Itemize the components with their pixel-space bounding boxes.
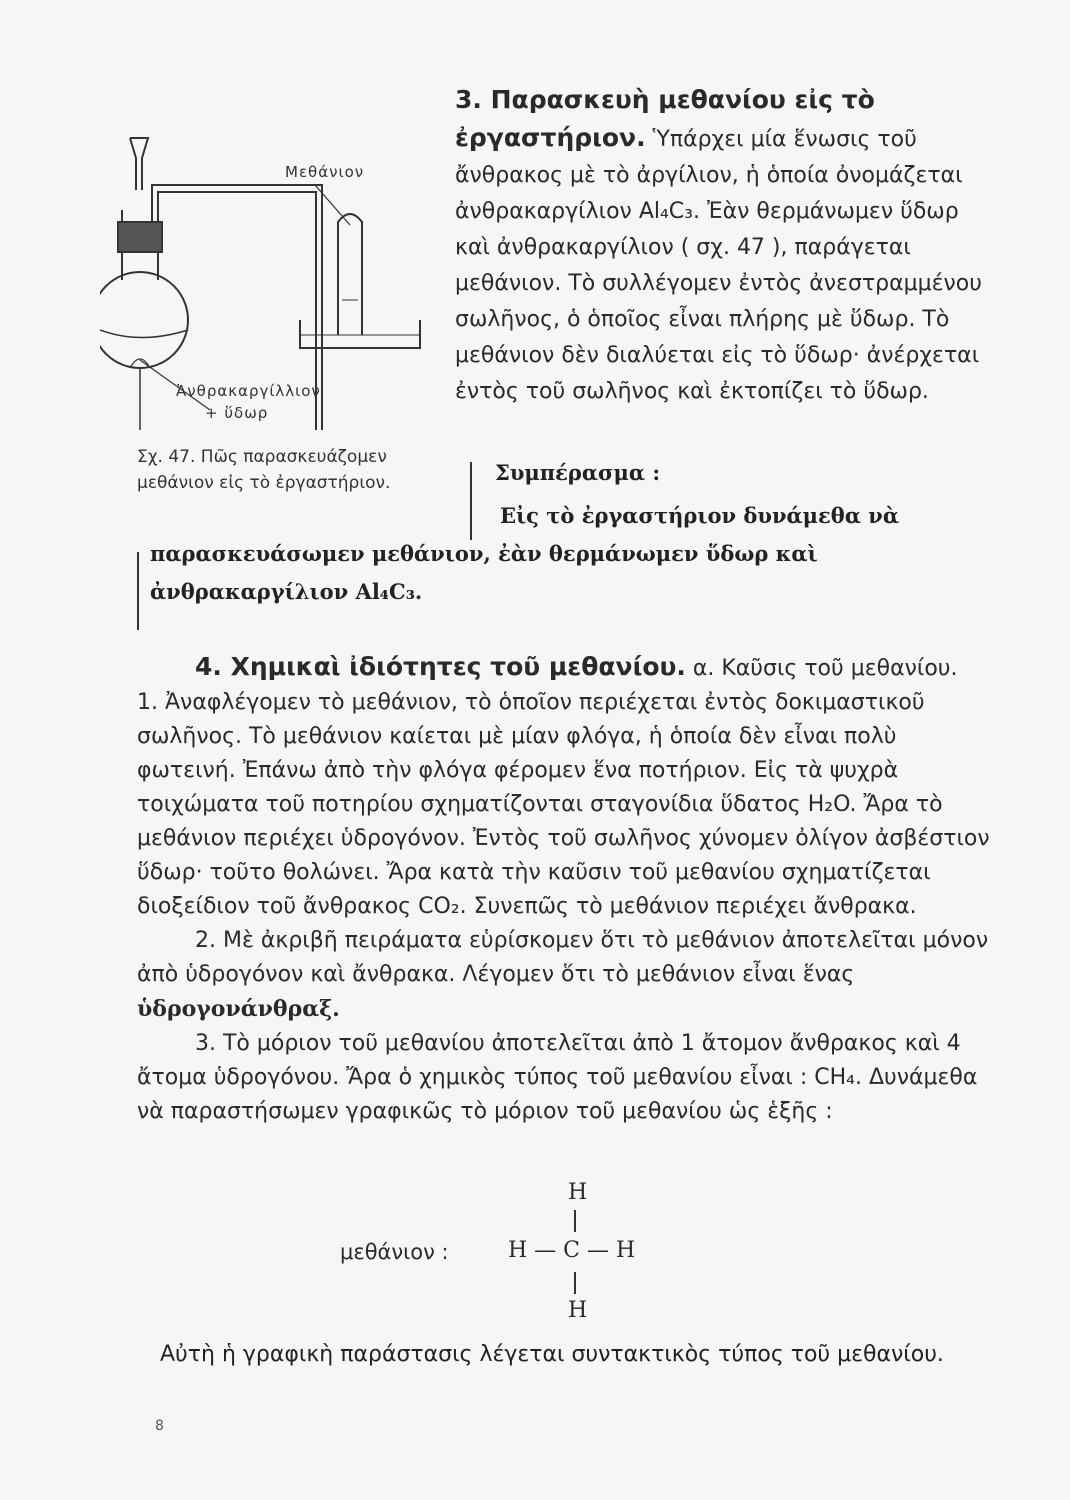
closing-sentence: Αὐτὴ ἡ γραφικὴ παράστασις λέγεται συντακτικὸς τύπος τοῦ μεθανίου. bbox=[160, 1342, 944, 1367]
structural-formula bbox=[340, 1180, 740, 1330]
formula-label: μεθάνιον : bbox=[340, 1240, 449, 1264]
bond-top bbox=[574, 1210, 576, 1232]
apparatus-figure bbox=[100, 130, 440, 430]
page-number: 8 bbox=[155, 1418, 164, 1434]
conclusion-title: Συμπέρασμα : bbox=[495, 460, 661, 485]
conclusion-text: Εἰς τὸ ἐργαστήριον δυνάμεθα νὰ παρασκευάσωμεν μεθάνιον, ἐὰν θερμάνωμεν ὕδωρ καὶ ἀνθρακαργίλιον Al₄C₃. bbox=[150, 503, 900, 604]
figure-caption: Σχ. 47. Πῶς παρασκευάζομεν μεθάνιον εἰς τὸ ἐργαστήριον. bbox=[137, 447, 391, 493]
section-3-text-b: . Ἐὰν θερμάνωμεν ὕδωρ καὶ ἀνθρακαργίλιον ( σχ. 47 ), παράγεται μεθάνιον. Τὸ συλλέγομεν ἐντὸς ἀνεστραμμένου σωλῆνος, ὁ ὁποῖος εἶναι πλήρης μὲ ὕδωρ. Τὸ μεθάνιον δὲν διαλύεται εἰς τὸ ὕδωρ· ἀνέρχεται ἐντὸς τοῦ σωλῆνος καὶ ἐκτοπίζει τὸ ὕδωρ. bbox=[455, 199, 982, 404]
section-4 bbox=[137, 650, 997, 1129]
conclusion-bar-bottom bbox=[137, 552, 139, 630]
formula-h-top: H bbox=[568, 1180, 588, 1205]
section-4-heading: 4. Χημικαὶ ἰδιότητες τοῦ μεθανίου. bbox=[195, 652, 686, 681]
paragraph-1: 1. Ἀναφλέγομεν τὸ μεθάνιον, τὸ ὁποῖον περιέχεται ἐντὸς δοκιμαστικοῦ σωλῆνος. Τὸ μεθάνιον καίεται μὲ μίαν φλόγα, ἡ ὁποία δὲν εἶναι πολὺ φωτεινή. Ἐπάνω ἀπὸ τὴν φλόγα φέρομεν ἕνα ποτήριον. Εἰς τὰ ψυχρὰ τοιχώματα τοῦ ποτηρίου σχηματίζονται σταγονίδια ὕδατος H₂O. Ἄρα τὸ μεθάνιον περιέχει ὑδρογόνον. Ἐντὸς τοῦ σωλῆνος χύνομεν ὀλίγον ἀσβέστιον ὕδωρ· τοῦτο θολώνει. Ἄρα κατὰ τὴν καῦσιν τοῦ μεθανίου σχηματίζεται διοξείδιον τοῦ ἄνθρακος CO₂. Συνεπῶς τὸ μεθάνιον περιέχει ἄνθρακα. bbox=[137, 690, 990, 919]
label-methane: Μεθάνιον bbox=[285, 163, 365, 181]
paragraph-2: 2. Μὲ ἀκριβῆ πειράματα εὑρίσκομεν ὅτι τὸ μεθάνιον ἀποτελεῖται μόνον ἀπὸ ὑδρογόνον καὶ ἄνθρακα. Λέγομεν ὅτι τὸ μεθάνιον εἶναι ἕνας bbox=[137, 928, 989, 987]
section-3 bbox=[455, 82, 1000, 410]
bond-bottom bbox=[574, 1272, 576, 1294]
formula-row: H — C — H bbox=[508, 1238, 636, 1263]
paragraph-3: 3. Τὸ μόριον τοῦ μεθανίου ἀποτελεῖται ἀπὸ 1 ἄτομον ἄνθρακος καὶ 4 ἄτομα ὑδρογόνου. Ἄρα ὁ χημικὸς τύπος τοῦ μεθανίου εἶναι : CH₄. Δυνάμεθα νὰ παραστήσωμεν γραφικῶς τὸ μόριον τοῦ μεθανίου ὡς ἑξῆς : bbox=[137, 1031, 978, 1124]
section-4-subheading: α. Καῦσις τοῦ μεθανίου. bbox=[692, 656, 958, 681]
formula-al4c3: Al₄C₃ bbox=[638, 199, 693, 224]
section-3-text-a: Ὑπάρχει μία ἕνωσις τοῦ ἄνθρακος μὲ τὸ ἀργίλιον, ἡ ὁποία ὀνομάζεται ἀνθρακαργίλιον bbox=[455, 127, 963, 224]
formula-h-bottom: H bbox=[568, 1298, 588, 1323]
section-3-heading: 3. Παρασκευὴ μεθανίου εἰς τὸ ἐργαστήριον. bbox=[455, 85, 875, 152]
hydrocarbon-term: ὑδρογονάνθραξ. bbox=[137, 996, 340, 1022]
label-carbide: Ἀνθρακαργίλλιον bbox=[176, 382, 321, 400]
label-water: + ὕδωρ bbox=[205, 404, 269, 422]
